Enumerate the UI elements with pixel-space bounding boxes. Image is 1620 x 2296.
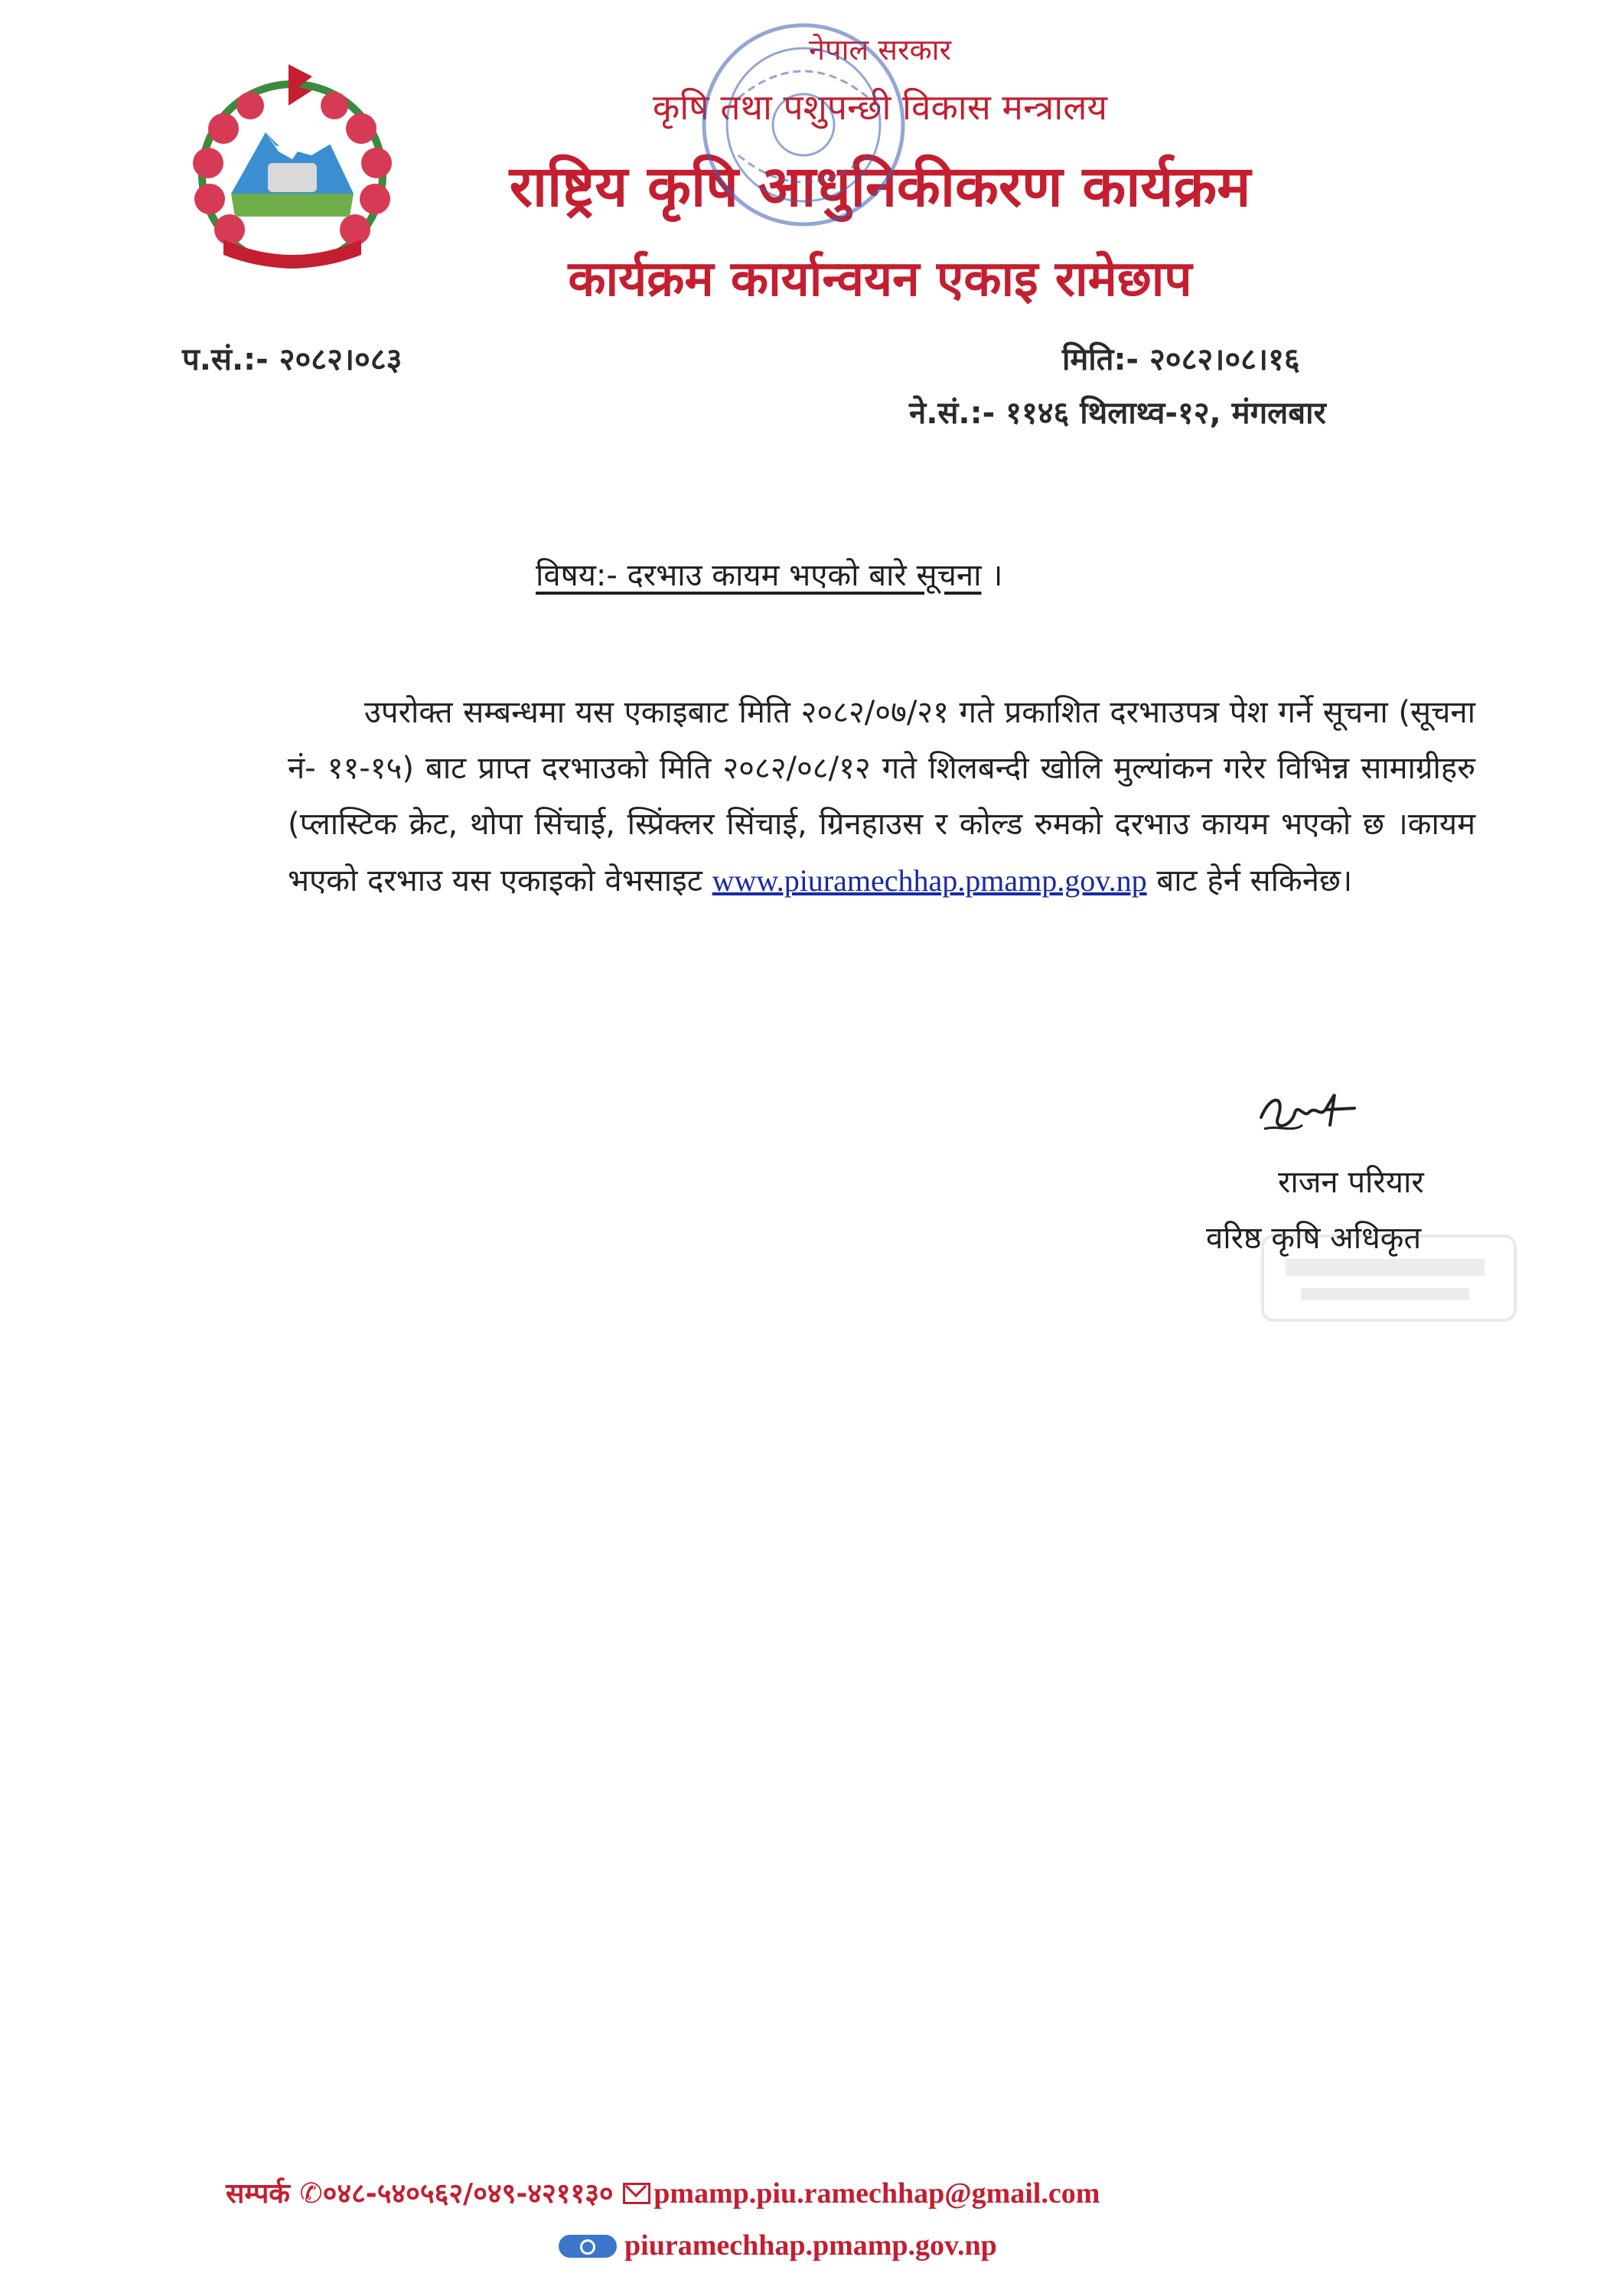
government-name: नेपाल सरकार: [808, 33, 952, 67]
subject-text: विषय:- दरभाउ कायम भएको बारे सूचना: [536, 558, 982, 593]
footer-contact: [226, 2174, 1100, 2211]
letter-date: मिति:- २०८२।०८।१६: [1062, 342, 1300, 377]
faint-stamp-impression: [1255, 1221, 1530, 1336]
phone-icon: ✆: [299, 2178, 323, 2210]
unit-name: कार्यक्रम कार्यान्वयन एकाइ रामेछाप: [568, 251, 1192, 308]
body-text: उपरोक्त सम्बन्धमा यस एकाइबाट मिति २०८२/०७/२१ गते प्रकाशित दरभाउपत्र पेश गर्ने सूचना (सूचना नं- ११-१५) बाट प्राप्त दरभाउको मिति २०८२/०८/१२ गते शिलबन्दी खोलि मुल्यांकन गरेर विभिन्न सामाग्रीहरु (प्लास्टिक क्रेट, थोपा सिंचाई, स्प्रिंक्लर सिंचाई, ग्रिनहाउस र कोल्ड रुमको दरभाउ कायम भएको छ ।कायम भएको दरभाउ यस एकाइको वेभसाइट: [288, 695, 1475, 899]
nepal-emblem-icon: [178, 60, 407, 282]
footer-website: [559, 2229, 997, 2262]
web-icon: [559, 2235, 617, 2258]
signatory-name: राजन परियार: [1278, 1165, 1424, 1200]
ministry-name: कृषि तथा पशुपन्छी विकास मन्त्रालय: [652, 86, 1108, 128]
letter-number: प.सं.:- २०८२।०८३: [182, 342, 403, 377]
nepal-sambat-date: ने.सं.:- ११४६ थिलाथ्व-१२, मंगलबार: [909, 396, 1326, 431]
subject-end-mark: ।: [991, 558, 1003, 593]
footer-website-link[interactable]: piuramechhap.pmamp.gov.np: [624, 2229, 997, 2262]
phone-numbers: ०४८-५४०५६२/०४९-४२११३०: [322, 2178, 614, 2210]
program-name: राष्ट्रिय कृषि आधुनिकीकरण कार्यक्रम: [509, 154, 1251, 220]
contact-label: सम्पर्क: [226, 2178, 290, 2210]
website-link[interactable]: www.piuramechhap.pmamp.gov.np: [712, 863, 1147, 898]
contact-email[interactable]: pmamp.piu.ramechhap@gmail.com: [654, 2177, 1100, 2210]
office-seal-stamp: [693, 14, 914, 236]
mail-icon: [623, 2183, 650, 2204]
signatory-title: वरिष्ठ कृषि अधिकृत: [1206, 1221, 1422, 1256]
subject-line: [536, 553, 1002, 595]
body-text-end: बाट हेर्न सकिनेछ।: [1156, 863, 1353, 899]
handwritten-signature: [1255, 1087, 1362, 1140]
notice-body: [288, 685, 1475, 909]
